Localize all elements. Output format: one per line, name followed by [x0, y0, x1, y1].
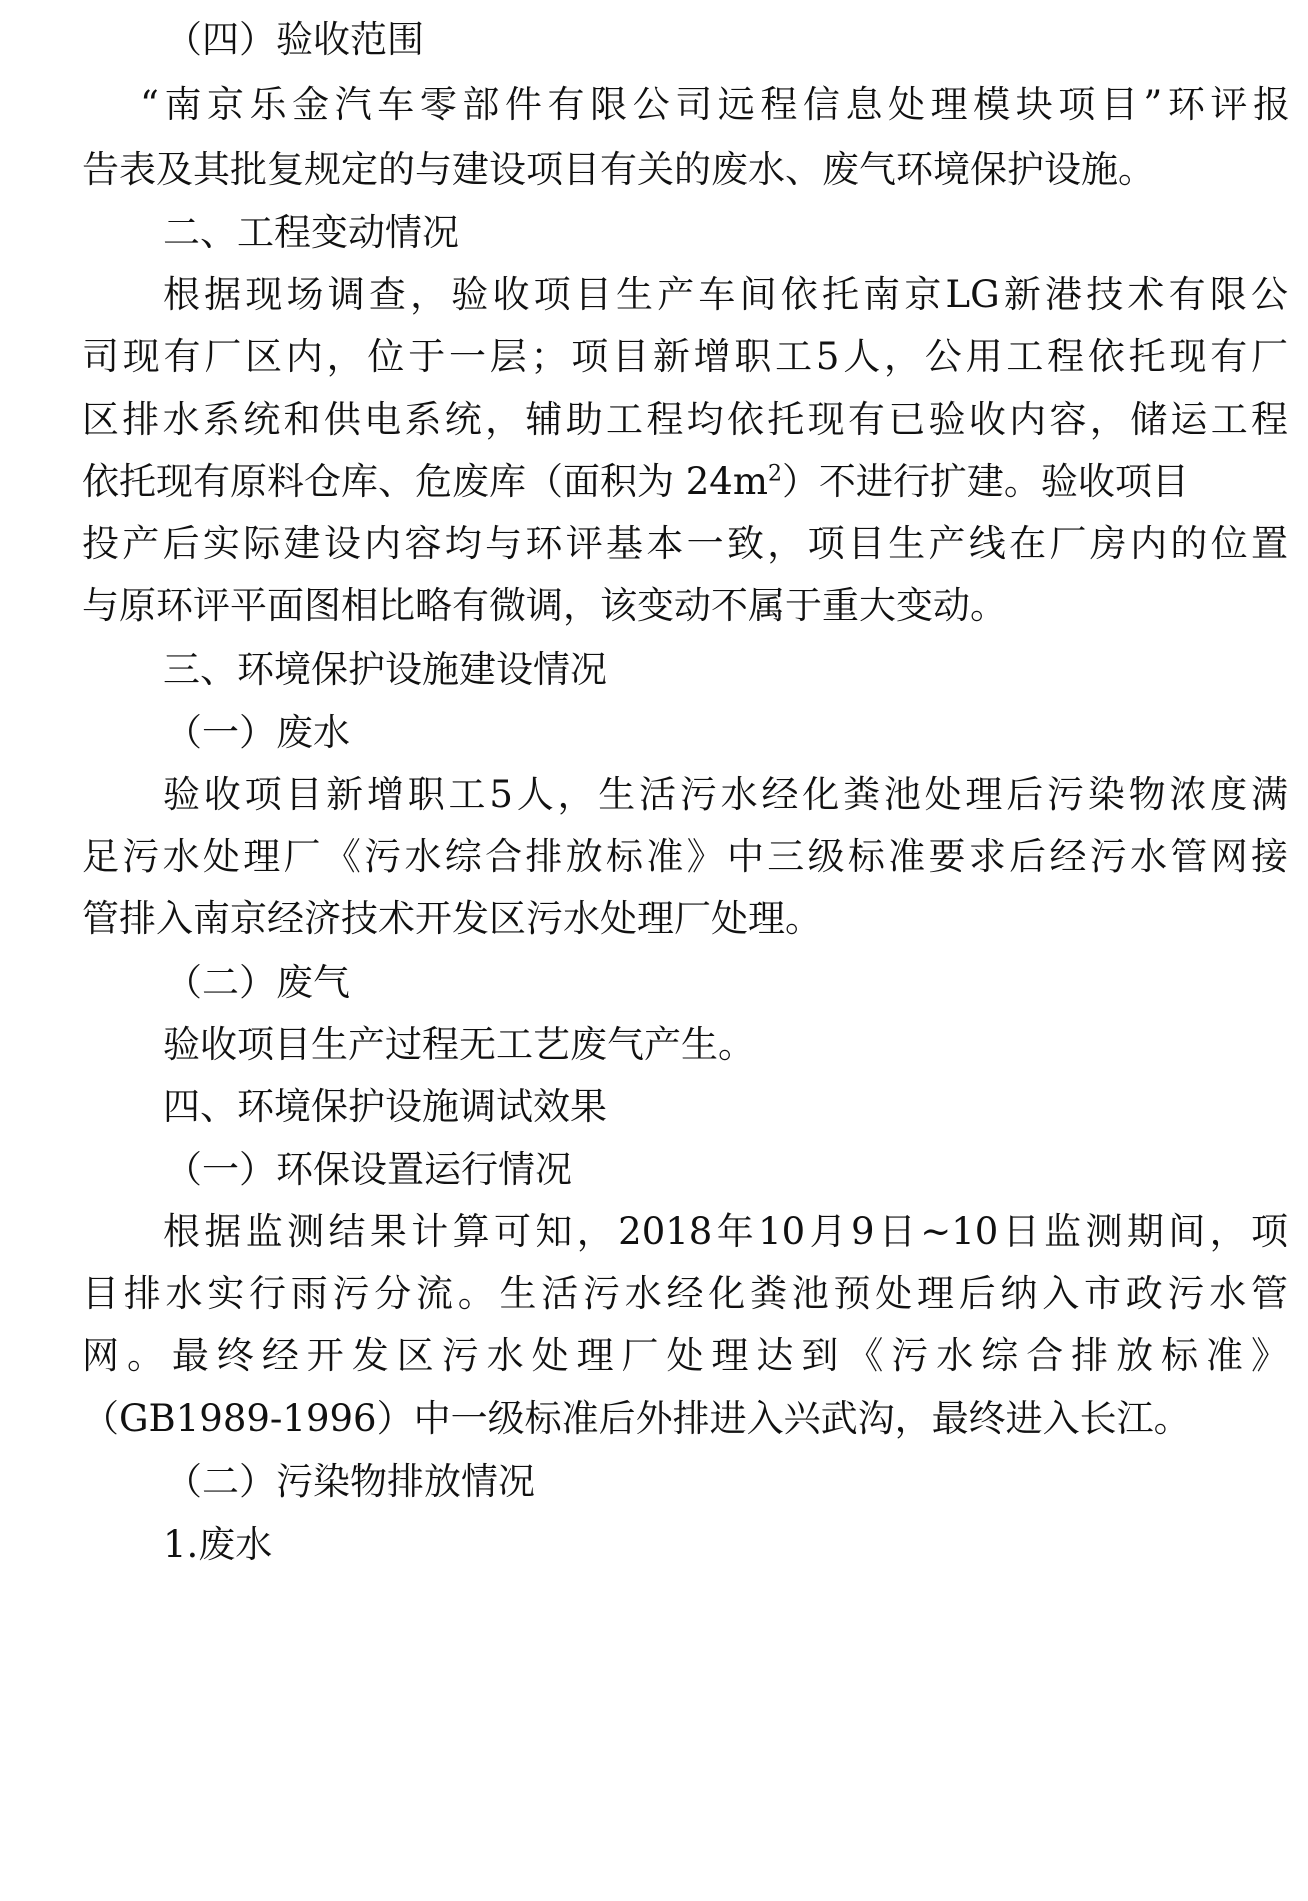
paragraph-line: 投产后实际建设内容均与环评基本一致，项目生产线在厂房内的位置 — [82, 522, 1288, 565]
subsection-heading-pollutant-discharge: （二）污染物排放情况 — [165, 1460, 535, 1503]
section-heading-engineering-changes: 二、工程变动情况 — [163, 211, 459, 254]
paragraph-line-with-superscript — [82, 457, 1288, 507]
paragraph-line: 验收项目新增职工5人，生活污水经化粪池处理后污染物浓度满 — [163, 773, 1288, 816]
paragraph-line: 管排入南京经济技术开发区污水处理厂处理。 — [82, 897, 822, 940]
paragraph-line: 网。最终经开发区污水处理厂处理达到《污水综合排放标准》 — [82, 1334, 1288, 1377]
paragraph-line: 司现有厂区内，位于一层；项目新增职工5人，公用工程依托现有厂 — [82, 335, 1288, 378]
subsection-heading-wastewater: （一）废水 — [165, 711, 350, 754]
paragraph-line: “南京乐金汽车零部件有限公司远程信息处理模块项目”环评报 — [140, 83, 1290, 126]
paragraph-line: 目排水实行雨污分流。生活污水经化粪池预处理后纳入市政污水管 — [82, 1272, 1288, 1315]
list-item-wastewater: 1.废水 — [163, 1523, 273, 1566]
paragraph-line: 足污水处理厂《污水综合排放标准》中三级标准要求后经污水管网接 — [82, 835, 1288, 878]
paragraph-line: 告表及其批复规定的与建设项目有关的废水、废气环境保护设施。 — [82, 148, 1155, 191]
subsection-heading-waste-gas: （二）废气 — [165, 961, 350, 1004]
paragraph-line: 验收项目生产过程无工艺废气产生。 — [163, 1023, 755, 1066]
paragraph-line: 根据现场调查，验收项目生产车间依托南京LG新港技术有限公 — [163, 273, 1288, 316]
paragraph-line: 区排水系统和供电系统，辅助工程均依托现有已验收内容，储运工程 — [82, 398, 1288, 441]
paragraph-line: 与原环评平面图相比略有微调，该变动不属于重大变动。 — [82, 584, 1007, 627]
paragraph-line: （GB1989-1996）中一级标准后外排进入兴武沟，最终进入长江。 — [82, 1397, 1191, 1440]
text-segment: ）不进行扩建。验收项目 — [781, 460, 1189, 503]
paragraph-line: 根据监测结果计算可知，2018年10月9日~10日监测期间，项 — [163, 1210, 1288, 1253]
section-heading-acceptance-scope: （四）验收范围 — [165, 18, 424, 61]
text-segment: 依托现有原料仓库、危废库（面积为 24m — [82, 460, 768, 503]
section-heading-facilities: 三、环境保护设施建设情况 — [163, 648, 607, 691]
subsection-heading-operation-status: （一）环保设置运行情况 — [165, 1148, 572, 1191]
superscript-two: 2 — [767, 461, 782, 487]
section-heading-commissioning-effects: 四、环境保护设施调试效果 — [163, 1085, 607, 1128]
